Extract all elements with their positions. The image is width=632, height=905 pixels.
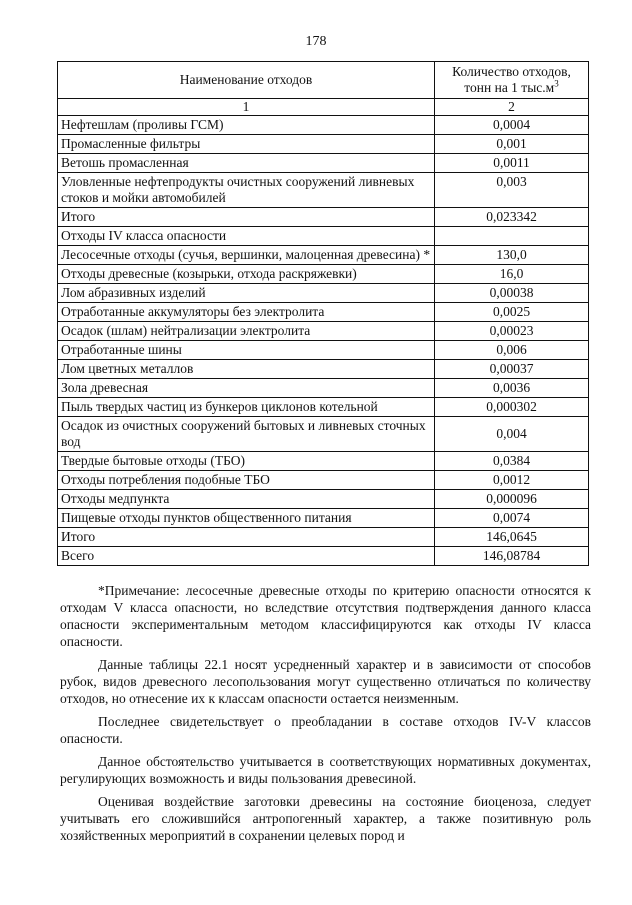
waste-quantity-cell: 0,0004 (435, 116, 589, 135)
waste-name-cell: Отходы древесные (козырьки, отхода раскряжевки) (58, 265, 435, 284)
table-row (58, 154, 589, 173)
table-row (58, 208, 589, 227)
table-row (58, 246, 589, 265)
waste-quantity-cell: 0,0074 (435, 509, 589, 528)
waste-quantity-cell: 0,00037 (435, 360, 589, 379)
table-row (58, 547, 589, 566)
waste-name-cell: Пищевые отходы пунктов общественного питания (58, 509, 435, 528)
waste-quantity-cell: 0,0011 (435, 154, 589, 173)
table-row (58, 135, 589, 154)
table-row (58, 509, 589, 528)
body-paragraph: Последнее свидетельствует о преобладании в составе отходов IV-V классов опасности. (60, 714, 591, 746)
table-row (58, 284, 589, 303)
waste-quantity-cell: 0,0012 (435, 471, 589, 490)
waste-name-cell: Осадок (шлам) нейтрализации электролита (58, 322, 435, 341)
waste-quantity-cell (435, 227, 589, 246)
table-row (58, 490, 589, 509)
body-paragraph: Данное обстоятельство учитывается в соответствующих нормативных документах, регулирующих возможность и виды пользования древесиной. (60, 754, 591, 786)
waste-quantity-cell: 16,0 (435, 265, 589, 284)
waste-quantity-cell: 0,0384 (435, 452, 589, 471)
waste-name-cell: Пыль твердых частиц из бункеров циклонов котельной (58, 398, 435, 417)
waste-name-cell: Лом абразивных изделий (58, 284, 435, 303)
header-waste-name: Наименование отходов (58, 62, 435, 99)
waste-name-cell: Нефтешлам (проливы ГСМ) (58, 116, 435, 135)
waste-name-cell: Промасленные фильтры (58, 135, 435, 154)
waste-name-cell: Осадок из очистных сооружений бытовых и ливневых сточных вод (58, 417, 435, 452)
table-row (58, 417, 589, 452)
note-paragraph: *Примечание: лесосечные древесные отходы по критерию опасности относятся к отходам V класса опасности, но вследствие отсутствия подтверждения данного класса опасности экспериментальным методом классифицируются как отходы IV класса опасности. (60, 583, 591, 649)
body-paragraph: Оценивая воздействие заготовки древесины на состояние биоценоза, следует учитывать его сложившийся антропогенный характер, а также позитивную роль хозяйственных мероприятий в сохранении целевых пород и (60, 794, 591, 843)
waste-quantity-cell: 0,003 (435, 173, 589, 208)
waste-quantity-cell: 0,0036 (435, 379, 589, 398)
page-number: 178 (305, 34, 327, 49)
table-row (58, 452, 589, 471)
waste-name-cell: Лесосечные отходы (сучья, вершинки, малоценная древесина) * (58, 246, 435, 265)
waste-name-cell: Итого (58, 208, 435, 227)
table-row (58, 341, 589, 360)
waste-quantity-cell: 0,000096 (435, 490, 589, 509)
body-paragraph: Данные таблицы 22.1 носят усредненный характер и в зависимости от способов рубок, видов древесного лесопользования могут существенно отличаться по количеству отходов, но отнесение их к классам опасности остается неизменным. (60, 657, 591, 706)
waste-name-cell: Итого (58, 528, 435, 547)
header-qty-line1: Количество отходов, (452, 64, 571, 79)
column-number-row (58, 99, 589, 116)
waste-name-cell: Отходы потребления подобные ТБО (58, 471, 435, 490)
table-header-row (58, 62, 589, 99)
column-number-1: 1 (58, 99, 435, 116)
waste-name-cell: Твердые бытовые отходы (ТБО) (58, 452, 435, 471)
waste-table (57, 61, 589, 566)
table-row (58, 303, 589, 322)
waste-name-cell: Всего (58, 547, 435, 566)
waste-quantity-cell: 0,004 (435, 417, 589, 452)
table-row (58, 360, 589, 379)
waste-quantity-cell: 130,0 (435, 246, 589, 265)
table-row (58, 322, 589, 341)
waste-quantity-cell: 146,0645 (435, 528, 589, 547)
table-row (58, 173, 589, 208)
waste-name-cell: Отработанные шины (58, 341, 435, 360)
waste-quantity-cell: 0,023342 (435, 208, 589, 227)
waste-quantity-cell: 0,000302 (435, 398, 589, 417)
waste-quantity-cell: 146,08784 (435, 547, 589, 566)
waste-name-cell: Уловленные нефтепродукты очистных сооружений ливневых стоков и мойки автомобилей (58, 173, 435, 208)
table-row (58, 227, 589, 246)
table-row (58, 471, 589, 490)
waste-quantity-cell: 0,00023 (435, 322, 589, 341)
waste-name-cell: Отходы IV класса опасности (58, 227, 435, 246)
waste-quantity-cell: 0,006 (435, 341, 589, 360)
table-row (58, 116, 589, 135)
waste-name-cell: Зола древесная (58, 379, 435, 398)
waste-name-cell: Лом цветных металлов (58, 360, 435, 379)
table-row (58, 398, 589, 417)
table-row (58, 265, 589, 284)
table-row (58, 528, 589, 547)
waste-quantity-cell: 0,0025 (435, 303, 589, 322)
header-waste-quantity (435, 62, 589, 99)
waste-name-cell: Отработанные аккумуляторы без электролита (58, 303, 435, 322)
header-qty-sup: 3 (554, 78, 559, 89)
waste-quantity-cell: 0,00038 (435, 284, 589, 303)
column-number-2: 2 (435, 99, 589, 116)
waste-quantity-cell: 0,001 (435, 135, 589, 154)
waste-name-cell: Ветошь промасленная (58, 154, 435, 173)
waste-name-cell: Отходы медпункта (58, 490, 435, 509)
table-row (58, 379, 589, 398)
body-text (60, 582, 591, 844)
header-qty-line2: тонн на 1 тыс.м (464, 80, 555, 95)
